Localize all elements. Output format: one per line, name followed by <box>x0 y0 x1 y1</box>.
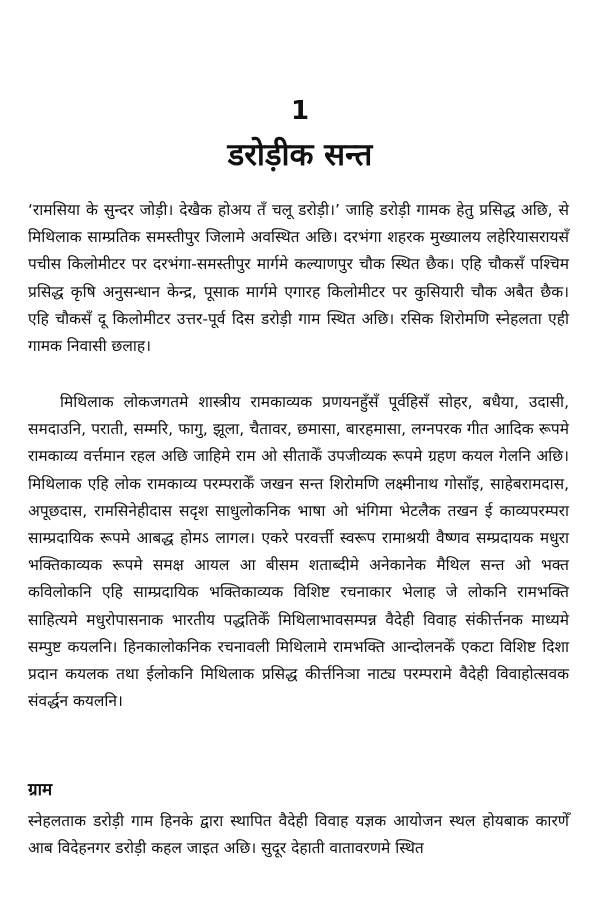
intro-paragraph: ‘रामसिया के सुन्दर जोड़ी। देखैक होअय तँ चलू डरोड़ी।’ जाहि डरोड़ी गामक हेतु प्रसिद्ध अछि, से मिथिलाक साम्प्रतिक समस्तीपुर जिलामे अवस्थित अछि। दरभंगा शहरक मुख्यालय लहेरियासरायसँ पचीस किलोमीटर पर दरभंगा-समस्तीपुर मार्गमे कल्याणपुर चौक स्थित छैक। एहि चौकसँ पश्चिम प्रसिद्ध कृषि अनुसन्धान केन्द्र, पूसाक मार्गमे एगारह किलोमीटर पर कुसियारी चौक अबैत छैक। एहि चौकसँ दू किलोमीटर उत्तर-पूर्व दिस डरोड़ी गाम स्थित अछि। रसिक शिरोमणि स्नेहलता एही गामक निवासी छलाह। <box>28 201 569 356</box>
chapter-title: डरोड़ीक सन्त <box>227 137 373 173</box>
chapter-number: 1 <box>290 96 310 126</box>
body-paragraph: मिथिलाक लोकजगतमे शास्त्रीय रामकाव्यक प्रणयनहुँसँ पूर्वहिसँ सोहर, बधैया, उदासी, समदाउनि, पराती, सम्मरि, फागु, झूला, चैतावर, छमासा, बारहमासा, लग्नपरक गीत आदिक रूपमे रामकाव्य वर्त्तमान रहल अछि जाहिमे राम ओ सीताकेँ उपजीव्यक रूपमे ग्रहण कयल गेलनि अछि। मिथिलाक एहि लोक रामकाव्य परम्पराकेँ जखन सन्त शिरोमणि लक्ष्मीनाथ गोसाँइ, साहेबरामदास, अपूछदास, रामसिनेहीदास सदृश साधुलोकनिक भाषा ओ भंगिमा भेटलैक तखन ई काव्यपरम्परा साम्प्रदायिक रूपमे आबद्ध होमऽ लागल। एकरे परवर्त्ती स्वरूप रामाश्रयी वैष्णव सम्प्रदायक मधुरा भक्तिकाव्यक रूपमे समक्ष आयल आ बीसम शताब्दीमे अनेकानेक मैथिल सन्त ओ भक्त कविलोकनि एहि साम्प्रदायिक भक्तिकाव्यक विशिष्ट रचनाकार भेलाह जे लोकनि रामभक्ति साहित्यमे मधुरोपासनाक भारतीय पद्धतिकेँ मिथिलाभावसम्पन्न वैदेही विवाह संकीर्त्तनक माध्यमे सम्पुष्ट कयलनि। हिनकालोकनिक रचनावली मिथिलामे रामभक्ति आन्दोलनकेँ एकटा विशिष्ट दिशा प्रदान कयलक तथा ईलोकनि मिथिलाक प्रसिद्ध कीर्त्तनिञा नाट्य परम्परामे वैदेही विवाहोत्सवक संवर्द्धन कयलनि। <box>28 393 569 711</box>
section-paragraph: स्नेहलताक डरोड़ी गाम हिनके द्वारा स्थापित वैदेही विवाह यज्ञक आयोजन स्थल होयबाक कारणेँ आब विदेहनगर डरोड़ी कहल जाइत अछि। सुदूर देहाती वातावरणमे स्थित <box>28 812 569 858</box>
section-heading: ग्राम <box>28 780 53 800</box>
